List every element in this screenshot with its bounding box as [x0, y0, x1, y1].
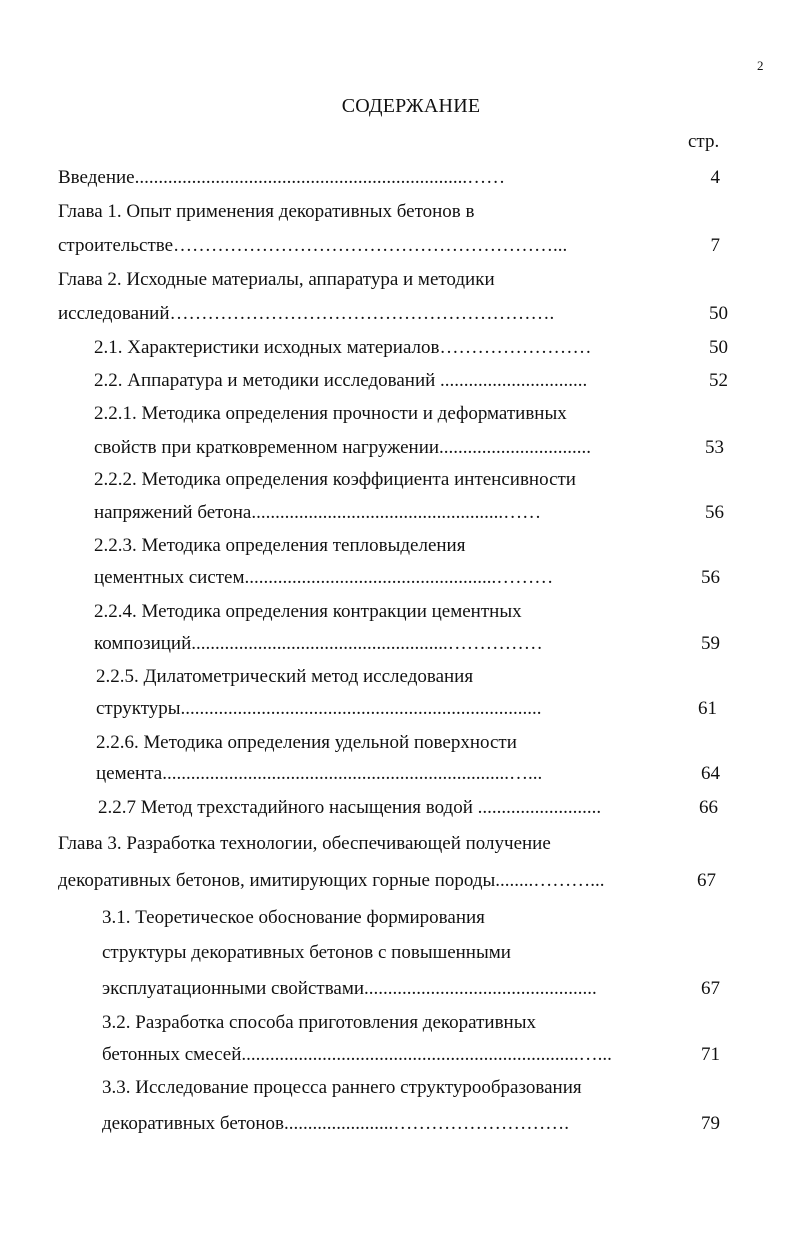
toc-entry-2-2-3: 2.2.3. Методика определения тепловыделения	[94, 535, 466, 556]
toc-page: 53	[705, 437, 724, 458]
toc-entry-3-3: 3.3. Исследование процесса раннего структурообразования	[102, 1077, 582, 1098]
toc-entry-3-1-cont: эксплуатационными свойствами.................................................	[102, 978, 597, 999]
toc-entry-2-2-5: 2.2.5. Дилатометрический метод исследования	[96, 666, 474, 687]
toc-page: 56	[701, 567, 720, 588]
toc-entry-2-1: 2.1. Характеристики исходных материалов……………………	[94, 337, 592, 358]
toc-entry-chapter-3: Глава 3. Разработка технологии, обеспечивающей получение	[58, 833, 551, 854]
toc-page: 7	[710, 235, 720, 256]
toc-page: 64	[701, 763, 720, 784]
toc-entry-2-2-2: 2.2.2. Методика определения коэффициента интенсивности	[94, 469, 576, 490]
toc-entry-intro: Введение......................................................................……	[58, 167, 506, 188]
toc-page: 56	[705, 502, 724, 523]
toc-title: СОДЕРЖАНИЕ	[341, 95, 481, 117]
toc-page: 59	[701, 633, 720, 654]
toc-entry-2-2: 2.2. Аппаратура и методики исследований ...............................	[94, 370, 588, 391]
toc-entry-2-2-4: 2.2.4. Методика определения контракции цементных	[94, 601, 522, 622]
toc-entry-2-2-7: 2.2.7 Метод трехстадийного насыщения водой ..........................	[98, 797, 602, 818]
toc-entry-2-2-5-cont: структуры............................................................................	[96, 698, 542, 719]
toc-entry-chapter-2: Глава 2. Исходные материалы, аппаратура и методики	[58, 269, 495, 290]
toc-entry-chapter-3-cont: декоративных бетонов, имитирующих горные породы........………...	[58, 870, 605, 891]
toc-entry-2-2-3-cont: цементных систем.....................................................………	[94, 567, 554, 588]
toc-page: 4	[710, 167, 720, 188]
toc-entry-2-2-1-cont: свойств при кратковременном нагружении................................	[94, 437, 592, 458]
toc-entry-3-2-cont: бетонных смесей.......................................................................…...	[102, 1044, 612, 1065]
toc-entry-2-2-2-cont: напряжений бетона.....................................................……	[94, 502, 542, 523]
toc-entry-chapter-1: Глава 1. Опыт применения декоративных бетонов в	[58, 201, 475, 222]
toc-page: 79	[701, 1113, 720, 1134]
toc-page: 61	[698, 698, 717, 719]
toc-entry-3-3-cont: декоративных бетонов.......................……………………….	[102, 1113, 569, 1134]
toc-page: 50	[709, 337, 728, 358]
toc-entry-3-1-cont: структуры декоративных бетонов с повышенными	[102, 942, 511, 963]
toc-entry-2-2-6-cont: цемента.........................................................................…...	[96, 763, 543, 784]
toc-entry-2-2-4-cont: композиций......................................................……………	[94, 633, 543, 654]
page-number: 2	[757, 58, 764, 73]
pages-column-header: стр.	[688, 131, 720, 152]
toc-page: 52	[709, 370, 728, 391]
toc-entry-2-2-6: 2.2.6. Методика определения удельной поверхности	[96, 732, 517, 753]
toc-entry-chapter-2-cont: исследований…………………………………………………….	[58, 303, 555, 324]
toc-entry-3-1: 3.1. Теоретическое обоснование формирования	[102, 907, 485, 928]
toc-page: 67	[701, 978, 720, 999]
toc-page: 67	[697, 870, 716, 891]
toc-entry-3-2: 3.2. Разработка способа приготовления декоративных	[102, 1012, 536, 1033]
toc-page: 50	[709, 303, 728, 324]
toc-page: 71	[701, 1044, 720, 1065]
toc-page: 66	[699, 797, 718, 818]
toc-entry-2-2-1: 2.2.1. Методика определения прочности и деформативных	[94, 403, 567, 424]
toc-entry-chapter-1-cont: строительстве……………………………………………………...	[58, 235, 568, 256]
